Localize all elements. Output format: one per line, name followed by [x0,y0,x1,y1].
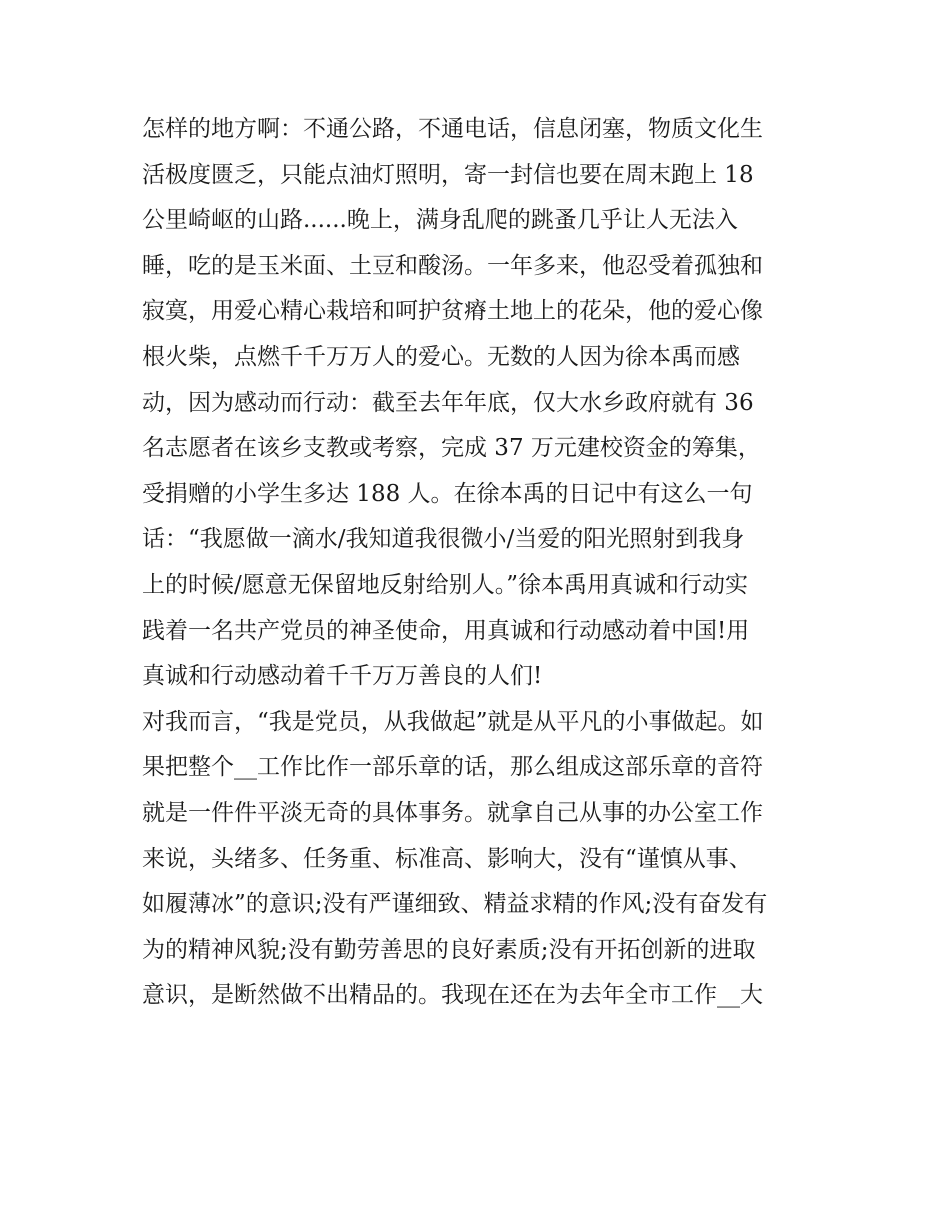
text-line: 来说，头绪多、任务重、标准高、影响大，没有“谨慎从事、 [142,845,752,872]
text-line: 践着一名共产党员的神圣使命，用真诚和行动感动着中国!用 [142,617,750,644]
text-line: 为的精神风貌;没有勤劳善思的良好素质;没有开拓创新的进取 [142,936,756,963]
text-line: 怎样的地方啊：不通公路，不通电话，信息闭塞，物质文化生 [142,116,763,142]
text-line: 就是一件件平淡无奇的具体事务。就拿自己从事的办公室工作 [142,799,763,826]
text-line: 果把整个__工作比作一部乐章的话，那么组成这部乐章的音符 [142,754,763,781]
text-line: 如履薄冰”的意识;没有严谨细致、精益求精的作风;没有奋发有 [142,891,768,918]
text-line: 公里崎岖的山路......晚上，满身乱爬的跳蚤几乎让人无法入 [142,207,738,234]
text-line: 活极度匮乏，只能点油灯照明，寄一封信也要在周末跑上 18 [142,161,754,188]
text-line: 睡，吃的是玉米面、土豆和酸汤。一年多来，他忍受着孤独和 [142,252,763,279]
text-line: 名志愿者在该乡支教或考察，完成 37 万元建校资金的筹集， [142,435,761,462]
text-line: 寂寞，用爱心精心栽培和呵护贫瘠土地上的花朵，他的爱心像 [142,298,763,325]
text-line: 对我而言，“我是党员，从我做起”就是从平凡的小事做起。如 [142,708,764,735]
text-line: 上的时候/愿意无保留地反射给别人。”徐本禹用真诚和行动实 [142,571,749,598]
body-text [142,107,822,1019]
text-line: 真诚和行动感动着千千万万善良的人们! [142,663,543,690]
text-line: 受捐赠的小学生多达 188 人。在徐本禹的日记中有这么一句 [142,480,753,507]
text-line: 根火柴，点燃千千万万人的爱心。无数的人因为徐本禹而感 [142,343,740,370]
text-line: 话：“我愿做一滴水/我知道我很微小/当爱的阳光照射到我身 [142,526,745,553]
text-line: 意识，是断然做不出精品的。我现在还在为去年全市工作__大 [142,982,763,1009]
text-line: 动，因为感动而行动：截至去年年底，仅大水乡政府就有 36 [142,389,754,416]
